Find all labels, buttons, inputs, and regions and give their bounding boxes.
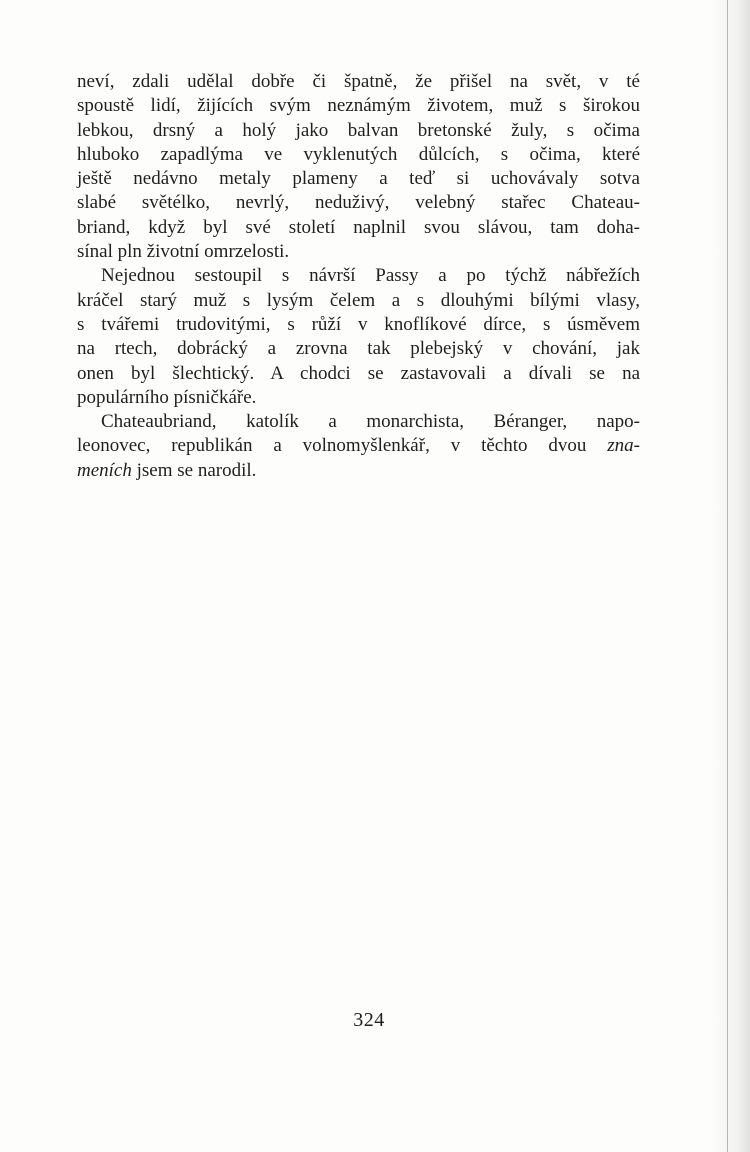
text-line: ještě nedávno metaly plameny a teď si uchovávaly sotva	[77, 168, 640, 190]
text-line: onen byl šlechtický. A chodci se zastavovali a dívali se na	[77, 362, 640, 384]
text-line	[77, 434, 640, 458]
text-line: Nejednou sestoupil s návrší Passy a po týchž nábřežích	[101, 265, 640, 287]
text-line: lebkou, drsný a holý jako balvan bretonské žuly, s očima	[77, 119, 640, 141]
italic-word: meních	[77, 459, 132, 481]
text-line: sínal pln životní omrzelosti.	[77, 241, 290, 263]
paragraph-2	[77, 264, 640, 410]
text-line: spoustě lidí, žijících svým neznámým životem, muž s širokou	[77, 95, 640, 117]
text-segment: leonovec, republikán a volnomyšlenkář, v těchto dvou	[77, 435, 608, 457]
paragraph-1	[77, 70, 640, 264]
page-edge-line	[727, 0, 728, 1152]
text-line: populárního písničkáře.	[77, 386, 257, 408]
text-line: na rtech, dobrácký a zrovna tak plebejský v chování, jak	[77, 338, 640, 360]
text-line: kráčel starý muž s lysým čelem a s dlouhými bílými vlasy,	[77, 289, 640, 311]
text-line: s tvářemi trudovitými, s růží v knoflíkové dírce, s úsměvem	[77, 313, 640, 335]
text-line: Chateaubriand, katolík a monarchista, Béranger, napo-	[101, 411, 640, 433]
text-line	[77, 459, 640, 483]
text-line: briand, když byl své století naplnil svou slávou, tam doha-	[77, 216, 640, 238]
page-number: 324	[353, 1009, 385, 1031]
text-line: hluboko zapadlýma ve vyklenutých důlcích, s očima, které	[77, 143, 640, 165]
text-segment: jsem se narodil.	[131, 459, 257, 481]
text-line: neví, zdali udělal dobře či špatně, že přišel na svět, v té	[77, 71, 640, 92]
paragraph-3	[77, 410, 640, 483]
body-text	[77, 70, 640, 483]
italic-word: zna-	[607, 435, 640, 457]
text-line: slabé světélko, nevrlý, neduživý, velebný stařec Chateau-	[77, 192, 640, 214]
page-edge-shadow	[710, 0, 750, 1152]
